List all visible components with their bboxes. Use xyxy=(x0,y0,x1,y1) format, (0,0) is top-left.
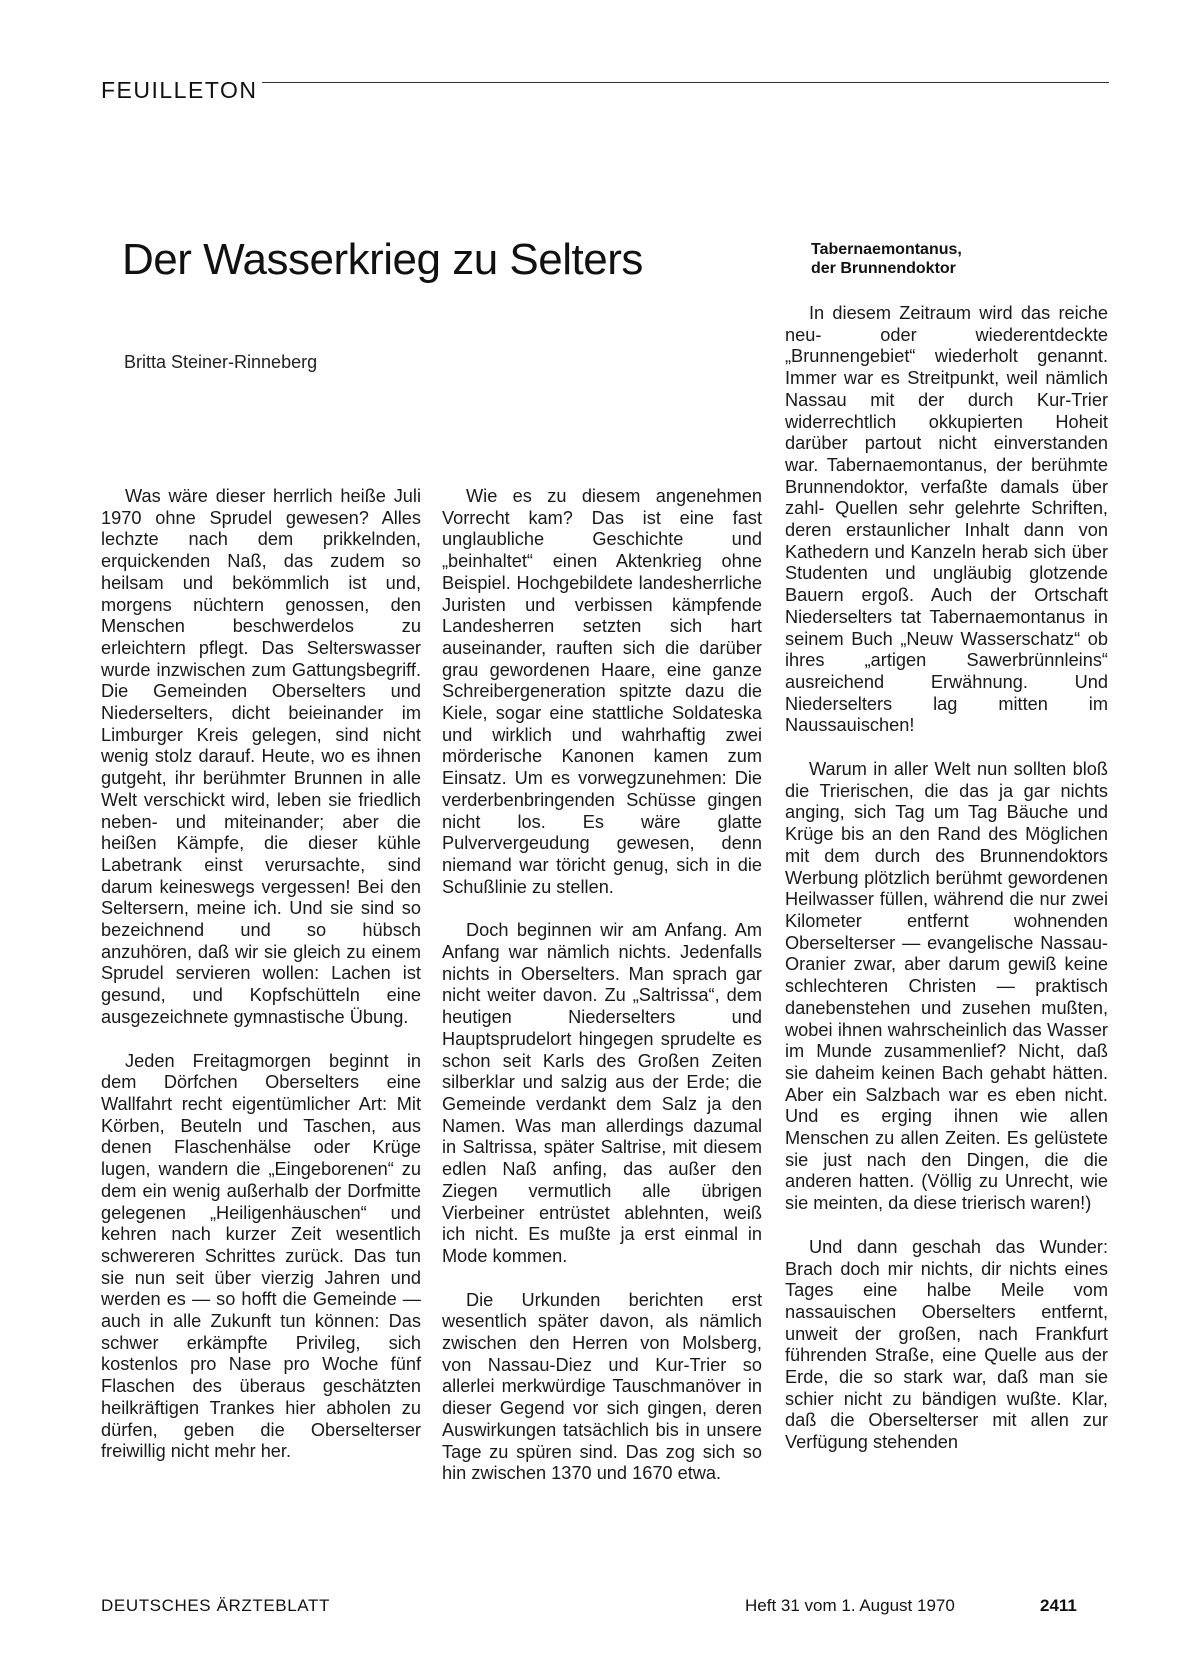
footer-issue: Heft 31 vom 1. August 1970 xyxy=(745,1596,955,1615)
article-author: Britta Steiner-Rinneberg xyxy=(124,352,318,372)
section-rule xyxy=(262,82,1109,83)
paragraph: Wie es zu diesem angenehmen Vorrecht kam? Das ist eine fast unglaubliche Geschichte und „beinhaltet“ einen Aktenkrieg ohne Beispiel. Hochgebildete landesherrliche Juristen und verbissen kämpfende Landesherren setzten sich hart auseinander, rauften sich die darüber grau gewordenen Haare, eine ganze Schreibergeneration spitzte dazu die Kiele, sogar eine stattliche Soldateska und wirklich und wahrhaftig zwei mörderische Kanonen kamen zum Einsatz. Um es vorwegzunehmen: Die verderbenbringenden Schüsse gingen nicht los. Es wäre glatte Pulververgeudung gewesen, denn niemand war töricht genug, sich in die Schußlinie zu stellen. xyxy=(442,486,762,897)
paragraph: Die Urkunden berichten erst wesentlich später davon, als nämlich zwischen den Herren von Molsberg, von Nassau-Diez und Kur-Trier so allerlei merkwürdige Tauschmanöver in dieser Gegend vor sich gingen, deren Auswirkungen tatsächlich bis in unsere Tage zu spüren sind. Das zog sich so hin zwischen 1370 und 1670 etwa. xyxy=(442,1289,762,1484)
subheading: Tabernaemontanus, der Brunnendoktor xyxy=(811,241,962,277)
footer-publication: DEUTSCHES ÄRZTEBLATT xyxy=(101,1596,330,1615)
paragraph: Warum in aller Welt nun sollten bloß die Trierischen, die das ja gar nichts anging, sich Tag um Tag Bäuche und Krüge bis an den Rand des Möglichen mit dem durch des Brunnendoktors Werbung plötzlich berühmt gewordenen Heilwasser füllen, während die nur zwei Kilometer entfernt wohnenden Oberselterser — evangelische Nassau-Oranier zwar, aber darum gewiß keine schlechteren Christen — praktisch danebenstehen und zusehen mußten, wobei ihnen wahrscheinlich das Wasser im Munde zusammenlief? Nicht, daß sie daheim keinen Bach gehabt hätten. Aber ein Salzbach war es eben nicht. Und es erging ihnen wie allen Menschen zu allen Zeiten. Es gelüstete sie just nach den Dingen, die die anderen hatten. (Völlig zu Unrecht, wie sie meinten, da diese trierisch waren!) xyxy=(785,759,1108,1214)
article-column-1 xyxy=(101,486,421,1463)
paragraph: Was wäre dieser herrlich heiße Juli 1970 ohne Sprudel gewesen? Alles lechzte nach dem prikkelnden, erquickenden Naß, das zudem so heilsam und bekömmlich ist und, morgens nüchtern genossen, den Menschen beschwerdelos zu erleichtern pflegt. Das Selterswasser wurde inzwischen zum Gattungsbegriff. Die Gemeinden Oberselters und Niederselters, dicht beieinander im Limburger Kreis gelegen, sind nicht wenig stolz darauf. Heute, wo es ihnen gutgeht, ihr berühmter Brunnen in alle Welt verschickt wird, leben sie friedlich neben- und miteinander; aber die heißen Kämpfe, die dieser kühle Labetrank einst verursachte, sind darum keineswegs vergessen! Bei den Seltersern, meine ich. Und sie sind so bezeichnend und so hübsch anzuhören, daß wir sie gleich zu einem Sprudel servieren wollen: Lachen ist gesund, und Kopfschütteln eine ausgezeichnete gymnastische Übung. xyxy=(101,486,421,1027)
paragraph: Doch beginnen wir am Anfang. Am Anfang war nämlich nichts. Jedenfalls nichts in Oberselters. Man sprach gar nicht weiter davon. Zu „Saltrissa“, dem heutigen Niederselters und Hauptsprudelort hingegen sprudelte es schon seit Karls des Großen Zeiten silberklar und salzig aus der Erde; die Gemeinde verdankt dem Salz ja den Namen. Was man allerdings dazumal in Saltrissa, später Saltrise, mit diesem edlen Naß anfing, das außer den Ziegen vermutlich alle übrigen Vierbeiner entrüstet ablehnten, weiß ich nicht. Es mußte ja erst einmal in Mode kommen. xyxy=(442,920,762,1266)
paragraph: Jeden Freitagmorgen beginnt in dem Dörfchen Oberselters eine Wallfahrt recht eigentümlicher Art: Mit Körben, Beuteln und Taschen, aus denen Flaschenhälse oder Krüge lugen, wandern die „Eingeborenen“ zu dem ein wenig außerhalb der Dorfmitte gelegenen „Heiligenhäuschen“ und kehren nach kurzer Zeit wesentlich schwereren Schrittes zurück. Das tun sie nun seit über vierzig Jahren und werden es — so hofft die Gemeinde — auch in alle Zukunft tun können: Das schwer erkämpfte Privileg, sich kostenlos pro Nase pro Woche fünf Flaschen des überaus geschätzten heilkräftigen Trankes hier abholen zu dürfen, geben die Oberselterser freiwillig nicht mehr her. xyxy=(101,1050,421,1462)
article-column-3 xyxy=(785,303,1108,1454)
section-label: FEUILLETON xyxy=(101,77,258,103)
paragraph: Und dann geschah das Wunder: Brach doch mir nichts, dir nichts eines Tages eine halbe Meile vom nassauischen Oberselters entfernt, unweit der großen, nach Frankfurt führenden Straße, eine Quelle aus der Erde, die so stark war, daß man sie schier nicht zu bändigen wußte. Klar, daß die Oberselterser mit allen zur Verfügung stehenden xyxy=(785,1236,1108,1453)
paragraph: In diesem Zeitraum wird das reiche neu- oder wiederentdeckte „Brunnengebiet“ wiederholt genannt. Immer war es Streitpunkt, weil nämlich Nassau mit der durch Kur-Trier widerrechtlich okkupierten Hoheit darüber partout nicht einverstanden war. Tabernaemontanus, der berühmte Brunnendoktor, verfaßte damals über zahl- Quellen sehr gelehrte Schriften, deren erstaunlicher Inhalt dann von Kathedern und Kanzeln herab sich über Studenten und ungläubig glotzende Bauern ergoß. Auch der Ortschaft Niederselters tat Tabernaemontanus in seinem Buch „Neuw Wasserschatz“ ob ihres „artigen Sawerbrünnleins“ ausreichend Erwähnung. Und Niederselters lag mitten im Naussauischen! xyxy=(785,303,1108,736)
article-column-2 xyxy=(442,486,762,1485)
footer-page-number: 2411 xyxy=(1040,1596,1077,1615)
article-title: Der Wasserkrieg zu Selters xyxy=(122,235,643,284)
